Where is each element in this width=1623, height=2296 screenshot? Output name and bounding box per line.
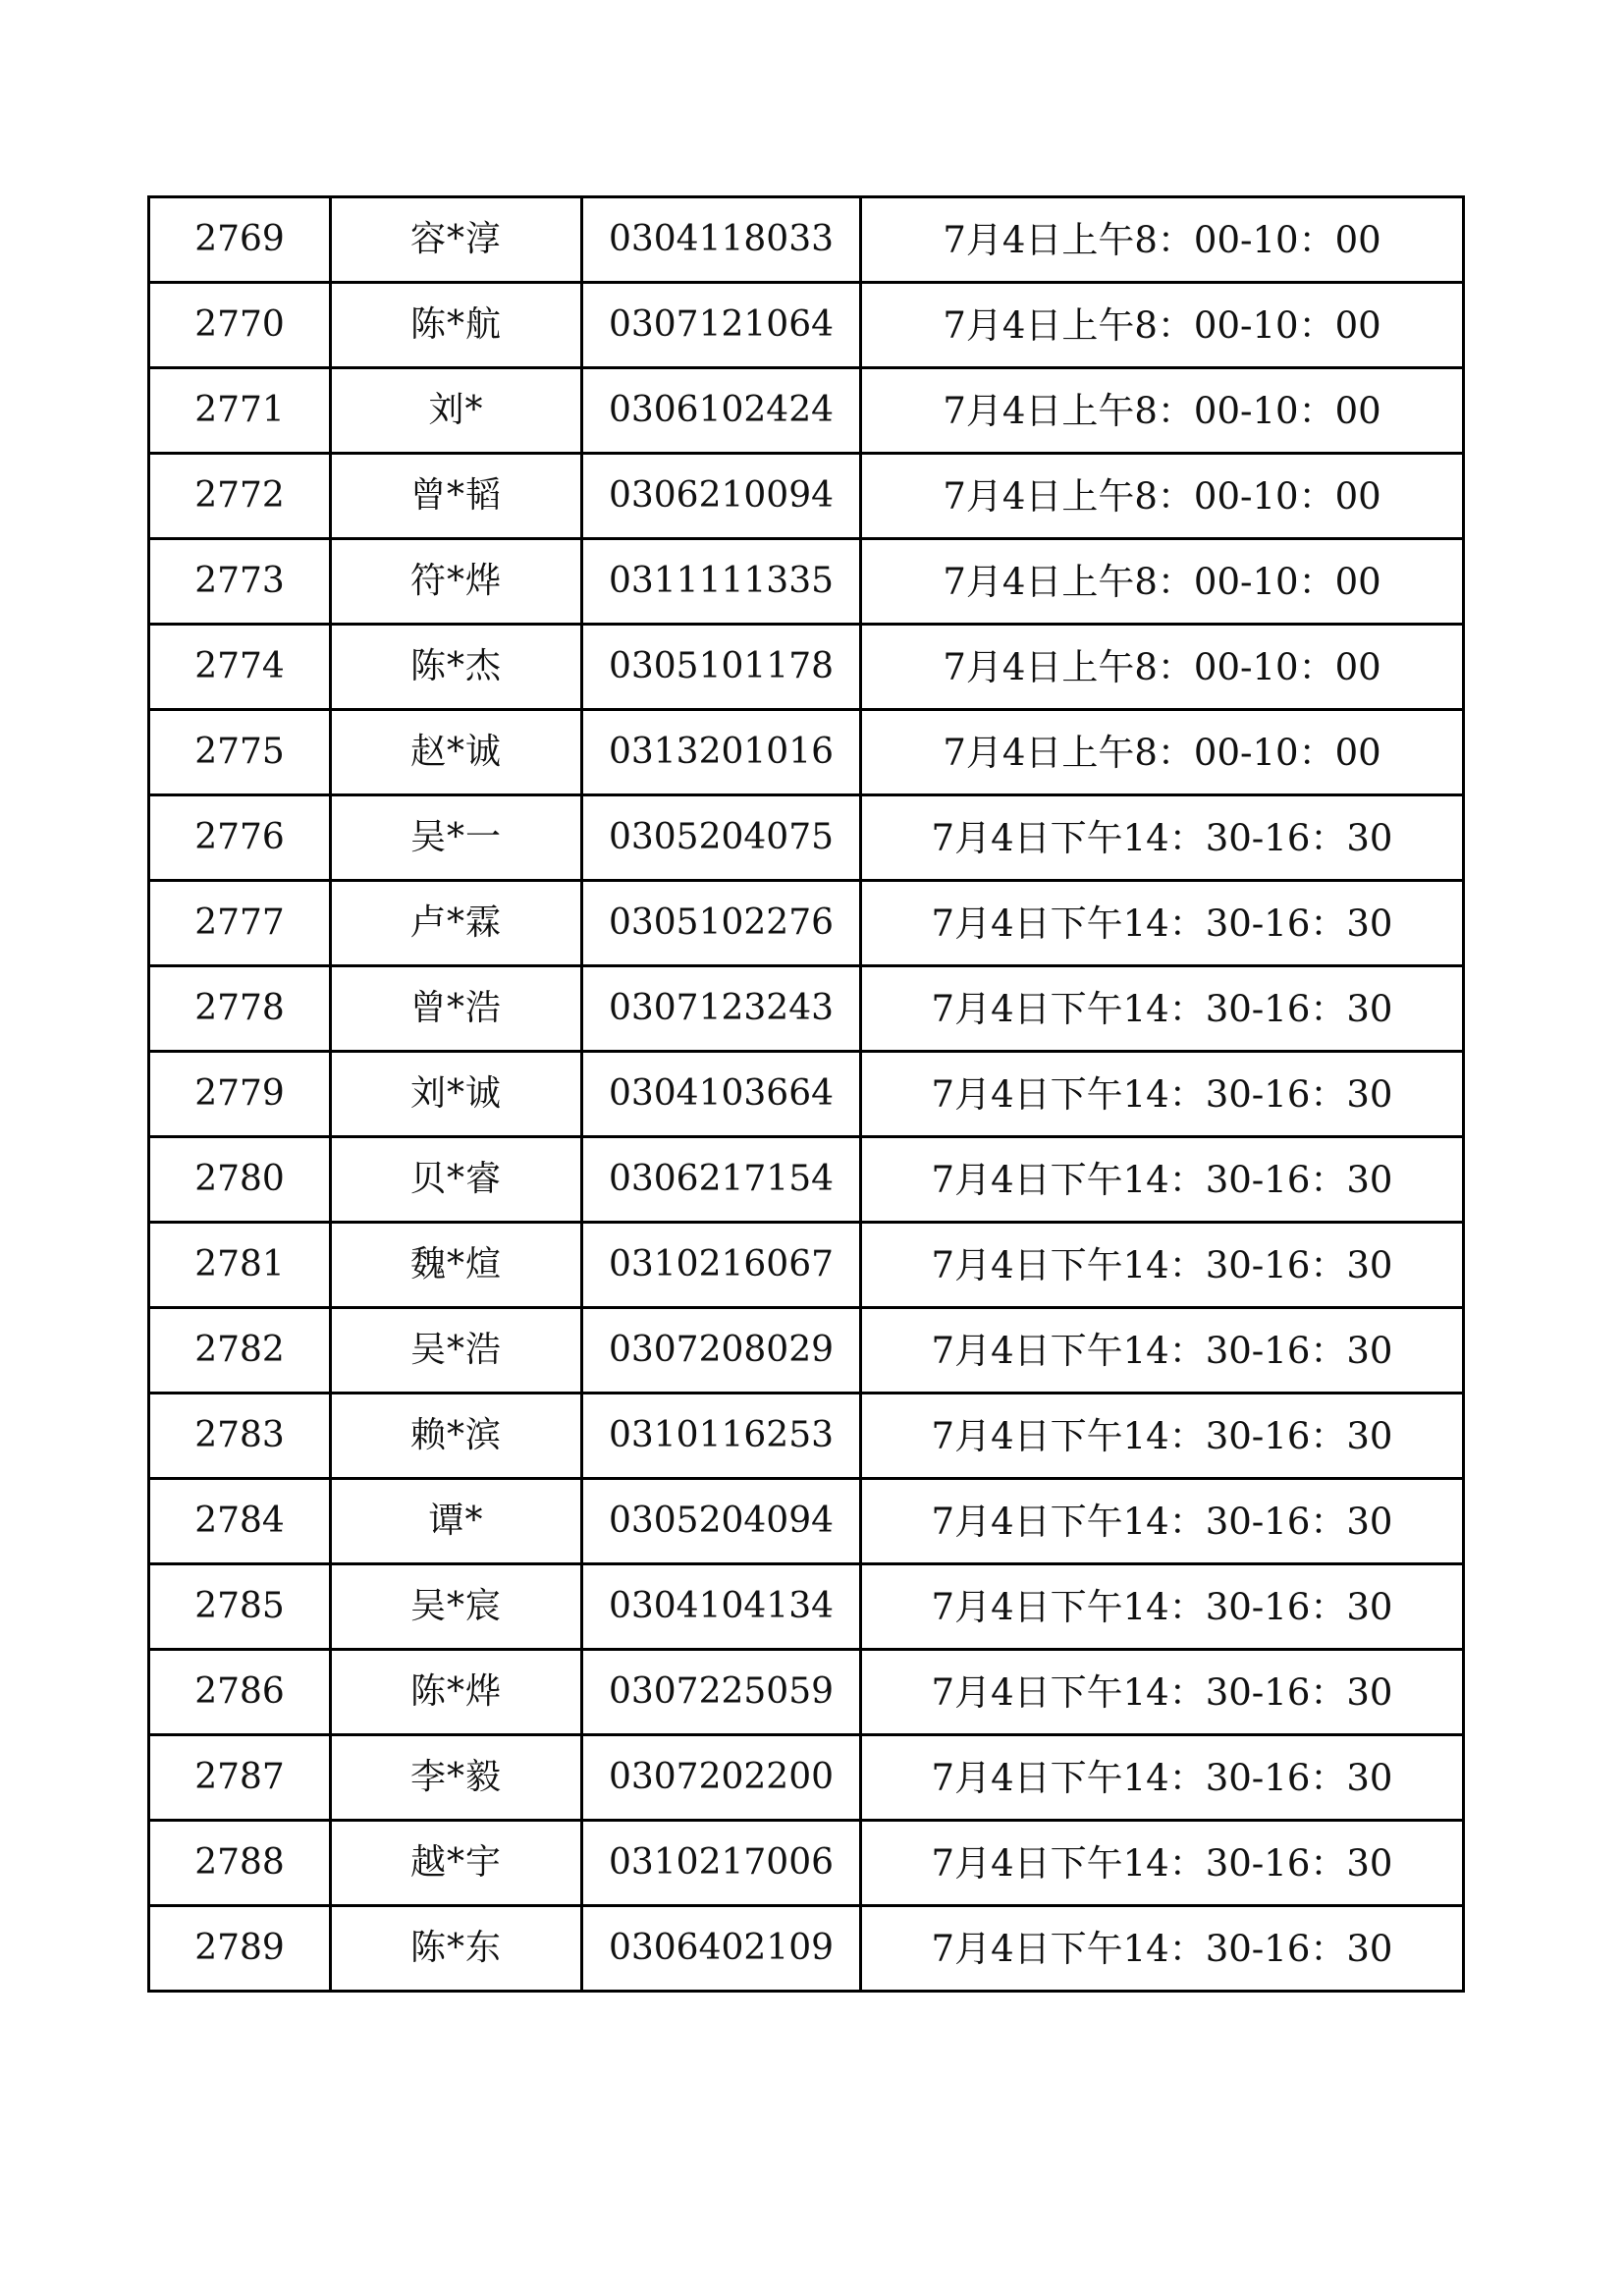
cell-time-slot: 7月4日上午8：00-10：00 [861,625,1464,710]
cell-id-number: 0305101178 [582,625,861,710]
cell-id-number: 0305204094 [582,1479,861,1564]
cell-name: 陈*烨 [331,1650,582,1735]
cell-name: 陈*航 [331,283,582,368]
cell-id-number: 0307123243 [582,966,861,1052]
cell-id-number: 0310217006 [582,1821,861,1906]
cell-time-slot: 7月4日上午8：00-10：00 [861,710,1464,795]
cell-sequence-number: 2778 [149,966,331,1052]
table-row [149,1223,1464,1308]
cell-name: 贝*睿 [331,1137,582,1223]
cell-id-number: 0307202200 [582,1735,861,1821]
cell-name: 吴*一 [331,795,582,881]
cell-sequence-number: 2773 [149,539,331,625]
cell-id-number: 0307208029 [582,1308,861,1394]
cell-sequence-number: 2787 [149,1735,331,1821]
cell-time-slot: 7月4日上午8：00-10：00 [861,368,1464,454]
cell-name: 容*淳 [331,197,582,283]
cell-id-number: 0304103664 [582,1052,861,1137]
cell-name: 陈*杰 [331,625,582,710]
table-row [149,795,1464,881]
cell-time-slot: 7月4日下午14：30-16：30 [861,1223,1464,1308]
cell-id-number: 0310116253 [582,1394,861,1479]
cell-sequence-number: 2771 [149,368,331,454]
cell-sequence-number: 2784 [149,1479,331,1564]
table-row [149,625,1464,710]
cell-sequence-number: 2782 [149,1308,331,1394]
table-row [149,1906,1464,1992]
table-row [149,368,1464,454]
table-row [149,1479,1464,1564]
cell-time-slot: 7月4日下午14：30-16：30 [861,1052,1464,1137]
cell-name: 魏*煊 [331,1223,582,1308]
cell-id-number: 0313201016 [582,710,861,795]
cell-time-slot: 7月4日下午14：30-16：30 [861,881,1464,966]
cell-id-number: 0304104134 [582,1564,861,1650]
cell-name: 谭* [331,1479,582,1564]
table-row [149,1564,1464,1650]
cell-sequence-number: 2770 [149,283,331,368]
cell-sequence-number: 2772 [149,454,331,539]
cell-id-number: 0306102424 [582,368,861,454]
cell-name: 李*毅 [331,1735,582,1821]
cell-time-slot: 7月4日下午14：30-16：30 [861,1821,1464,1906]
cell-id-number: 0305102276 [582,881,861,966]
cell-time-slot: 7月4日上午8：00-10：00 [861,283,1464,368]
cell-time-slot: 7月4日下午14：30-16：30 [861,1650,1464,1735]
cell-name: 赖*滨 [331,1394,582,1479]
table-row [149,1735,1464,1821]
cell-name: 陈*东 [331,1906,582,1992]
cell-time-slot: 7月4日下午14：30-16：30 [861,795,1464,881]
cell-sequence-number: 2777 [149,881,331,966]
cell-sequence-number: 2780 [149,1137,331,1223]
cell-id-number: 0307225059 [582,1650,861,1735]
cell-sequence-number: 2774 [149,625,331,710]
cell-time-slot: 7月4日下午14：30-16：30 [861,1394,1464,1479]
cell-time-slot: 7月4日下午14：30-16：30 [861,966,1464,1052]
cell-time-slot: 7月4日上午8：00-10：00 [861,197,1464,283]
table-row [149,710,1464,795]
table-row [149,539,1464,625]
table-row [149,1137,1464,1223]
cell-time-slot: 7月4日下午14：30-16：30 [861,1137,1464,1223]
cell-time-slot: 7月4日下午14：30-16：30 [861,1308,1464,1394]
table-row [149,454,1464,539]
table-row [149,283,1464,368]
cell-sequence-number: 2786 [149,1650,331,1735]
cell-id-number: 0305204075 [582,795,861,881]
cell-name: 赵*诚 [331,710,582,795]
cell-sequence-number: 2769 [149,197,331,283]
cell-name: 刘*诚 [331,1052,582,1137]
cell-time-slot: 7月4日上午8：00-10：00 [861,454,1464,539]
cell-sequence-number: 2783 [149,1394,331,1479]
cell-id-number: 0311111335 [582,539,861,625]
cell-sequence-number: 2779 [149,1052,331,1137]
cell-name: 卢*霖 [331,881,582,966]
cell-sequence-number: 2785 [149,1564,331,1650]
table-row [149,881,1464,966]
cell-name: 符*烨 [331,539,582,625]
cell-id-number: 0304118033 [582,197,861,283]
cell-sequence-number: 2788 [149,1821,331,1906]
cell-time-slot: 7月4日上午8：00-10：00 [861,539,1464,625]
cell-time-slot: 7月4日下午14：30-16：30 [861,1906,1464,1992]
table-row [149,966,1464,1052]
cell-time-slot: 7月4日下午14：30-16：30 [861,1479,1464,1564]
cell-id-number: 0306210094 [582,454,861,539]
cell-name: 刘* [331,368,582,454]
cell-sequence-number: 2789 [149,1906,331,1992]
cell-time-slot: 7月4日下午14：30-16：30 [861,1564,1464,1650]
cell-time-slot: 7月4日下午14：30-16：30 [861,1735,1464,1821]
table-row [149,197,1464,283]
cell-sequence-number: 2775 [149,710,331,795]
table-row [149,1821,1464,1906]
table-row [149,1308,1464,1394]
cell-name: 越*宇 [331,1821,582,1906]
schedule-table-body [149,197,1464,1992]
cell-sequence-number: 2781 [149,1223,331,1308]
table-row [149,1394,1464,1479]
cell-sequence-number: 2776 [149,795,331,881]
cell-id-number: 0307121064 [582,283,861,368]
cell-id-number: 0306402109 [582,1906,861,1992]
table-row [149,1052,1464,1137]
cell-name: 吴*宸 [331,1564,582,1650]
cell-id-number: 0306217154 [582,1137,861,1223]
cell-name: 曾*韬 [331,454,582,539]
table-row [149,1650,1464,1735]
cell-id-number: 0310216067 [582,1223,861,1308]
cell-name: 吴*浩 [331,1308,582,1394]
schedule-table [147,195,1465,1993]
cell-name: 曾*浩 [331,966,582,1052]
